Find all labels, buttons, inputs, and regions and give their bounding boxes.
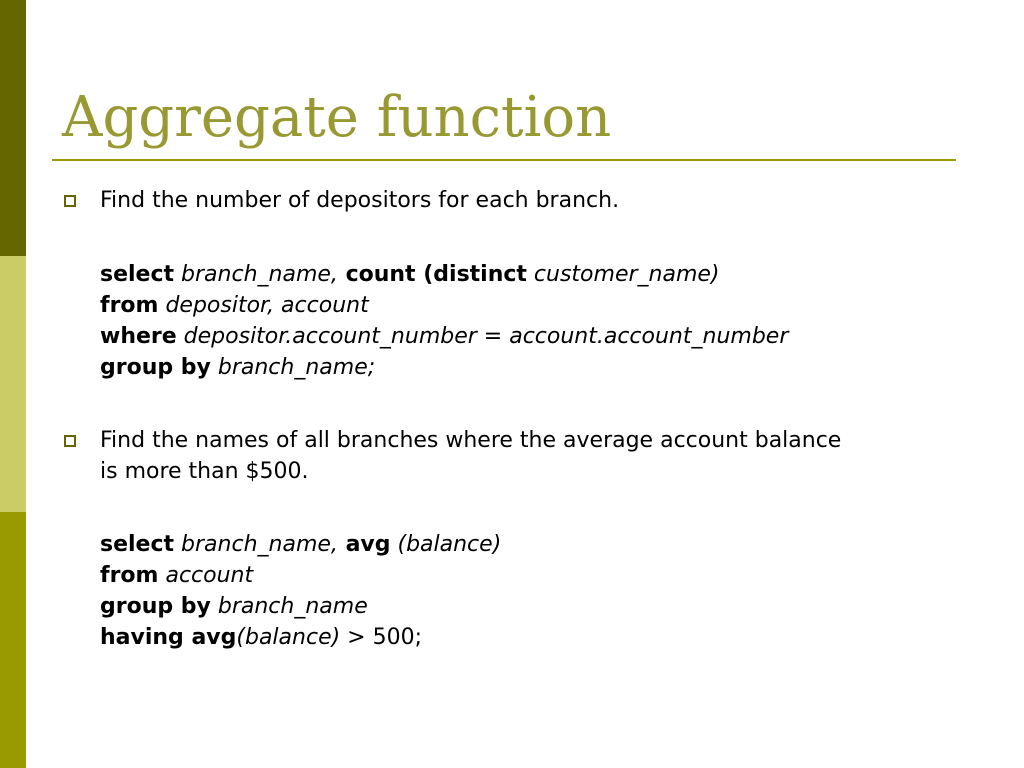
- sidebar-block-middle: [0, 256, 26, 512]
- bullet-2-text-line: is more than $500.: [100, 459, 309, 484]
- query-1-line-select: [100, 259, 788, 290]
- sql-keyword: where: [100, 324, 177, 349]
- query-1-line-where: [100, 321, 788, 352]
- sql-keyword: group by: [100, 594, 211, 619]
- sql-keyword: from: [100, 293, 159, 318]
- sql-identifier: branch_name: [210, 594, 368, 619]
- sql-literal: > 500;: [340, 625, 423, 650]
- sql-keyword: having avg: [100, 625, 237, 650]
- sql-identifier: (balance): [390, 532, 502, 557]
- sql-identifier: depositor.account_number = account.account_number: [176, 324, 789, 349]
- sql-keyword: avg: [337, 532, 391, 557]
- sql-identifier: branch_name;: [210, 355, 376, 380]
- sql-identifier: branch_name,: [174, 262, 338, 287]
- sql-keyword: from: [100, 563, 159, 588]
- query-2-line-having: [100, 622, 501, 653]
- sql-identifier: (balance): [236, 625, 341, 650]
- query-2-line-select: [100, 529, 501, 560]
- sql-identifier: depositor, account: [158, 293, 369, 318]
- query-1-line-group-by: [100, 352, 788, 383]
- sql-keyword: select: [100, 262, 175, 287]
- slide-title: Aggregate function: [62, 85, 612, 150]
- sql-keyword: count (distinct: [337, 262, 527, 287]
- square-bullet-icon: [64, 195, 76, 207]
- query-2-line-from: [100, 560, 501, 591]
- sql-identifier: customer_name): [526, 262, 720, 287]
- query-2: [100, 529, 501, 653]
- square-bullet-icon: [64, 435, 76, 447]
- query-2-line-group-by: [100, 591, 501, 622]
- bullet-1-text: [100, 185, 619, 216]
- sidebar-block-top: [0, 0, 26, 256]
- bullet-1-text-line: Find the number of depositors for each branch.: [100, 188, 620, 213]
- sql-identifier: account: [158, 563, 254, 588]
- bullet-2-text-line: Find the names of all branches where the average account balance: [100, 428, 842, 453]
- sidebar-block-bottom: [0, 512, 26, 768]
- sql-identifier: branch_name,: [174, 532, 338, 557]
- bullet-2-text: [100, 425, 841, 487]
- query-1: [100, 259, 788, 383]
- query-1-line-from: [100, 290, 788, 321]
- title-underline: [52, 159, 956, 161]
- sql-keyword: select: [100, 532, 175, 557]
- sql-keyword: group by: [100, 355, 211, 380]
